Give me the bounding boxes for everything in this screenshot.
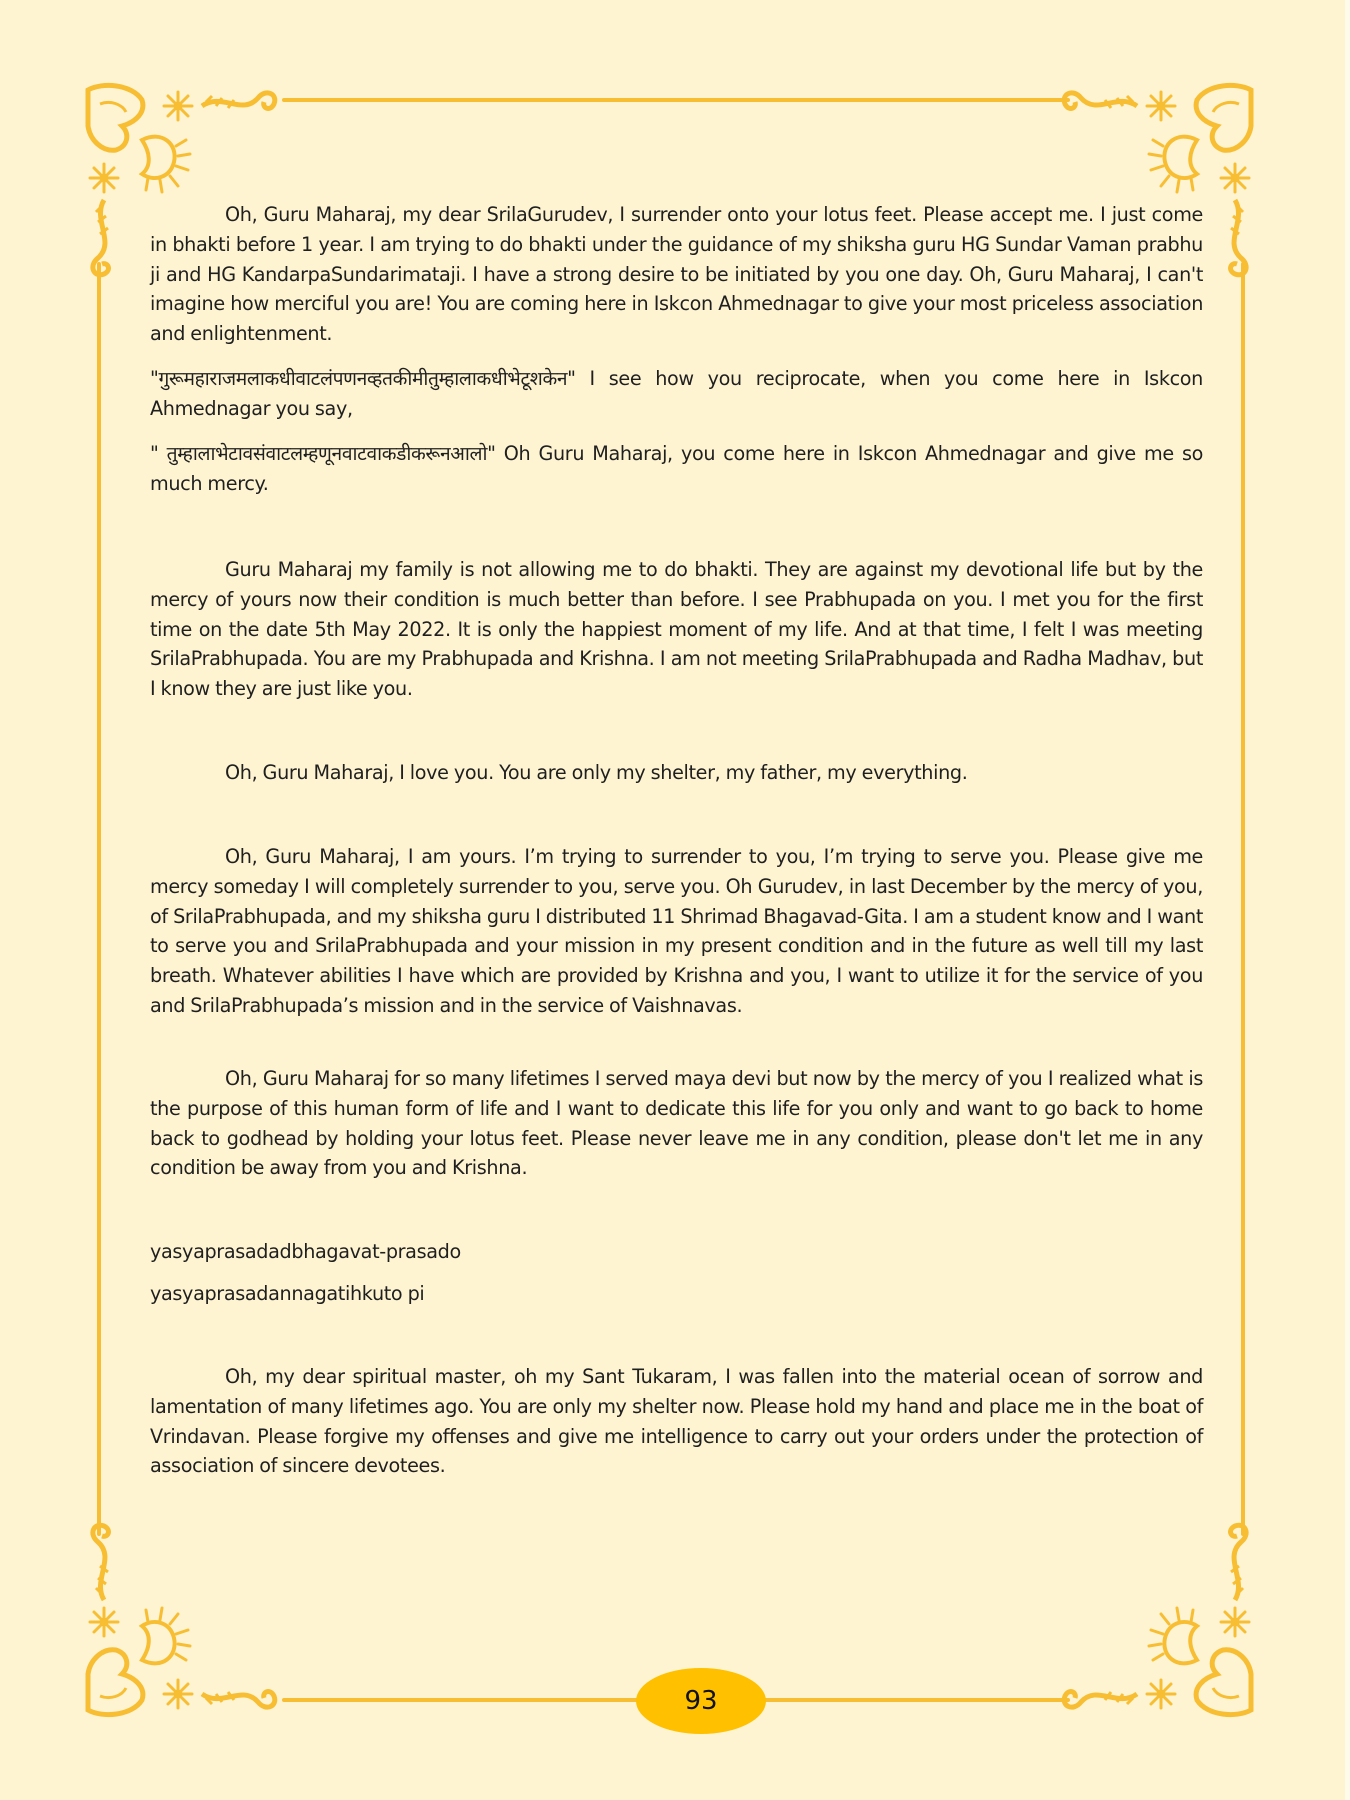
paragraph-surrender: Oh, Guru Maharaj, my dear SrilaGurudev, I surrender onto your lotus feet. Please accept me. I just come in bhakti before 1 year. I am trying to do bhakti under the guidance of my shiksha guru HG Sundar Vaman prabhu ji and HG KandarpaSundarimataji. I have a strong desire to be initiated by you one day. Oh, Guru Maharaj, I can't imagine how merciful you are! You are coming here in Iskcon Ahmednagar to give your most priceless association and enlightenment.	[150, 203, 1203, 346]
paragraph-text: Oh Guru Maharaj, you come here in Iskcon Ahmednagar and give me so much mercy.	[150, 442, 1203, 495]
frame-top-line	[282, 98, 1070, 102]
paragraph-family: Guru Maharaj my family is not allowing me to do bhakti. They are against my devotional life but by the mercy of yours now their condition is much better than before. I see Prabhupada on you. I met you for the first time on the date 5th May 2022. It is only the happiest moment of my life. And at that time, I felt I was meeting SrilaPrabhupada. You are my Prabhupada and Krishna. I am not meeting SrilaPrabhupada and Radha Madhav, but I know they are just like you.	[150, 558, 1203, 701]
corner-ornament-bottom-left	[82, 1518, 282, 1718]
verse-line-2: yasyaprasadannagatihkuto pi	[150, 1282, 425, 1305]
paragraph-marathi-quote-2	[150, 439, 1203, 499]
marathi-quote: "गुरूमहाराजमलाकधीवाटलंपणनव्हतकीमीतुम्हालाकधीभेटूशकेन"	[150, 367, 576, 390]
paragraph-marathi-quote-1	[150, 364, 1203, 424]
paragraph-service: Oh, Guru Maharaj, I am yours. I’m trying to surrender to you, I’m trying to serve you. Please give me mercy someday I will completely surrender to you, serve you. Oh Gurudev, in last December by the mercy of you, of SrilaPrabhupada, and my shiksha guru I distributed 11 Shrimad Bhagavad-Gita. I am a student know and I want to serve you and SrilaPrabhupada and your mission in my present condition and in the future as well till my last breath. Whatever abilities I have which are provided by Krishna and you, I want to utilize it for the service of you and SrilaPrabhupada’s mission and in the service of Vaishnavas.	[150, 845, 1203, 1017]
marathi-quote: " तुम्हालाभेटावसंवाटलम्हणूनवाटवाकडीकरूनआलो"	[150, 442, 496, 465]
page-number: 93	[684, 1686, 718, 1716]
paragraph-lifetimes: Oh, Guru Maharaj for so many lifetimes I served maya devi but now by the mercy of you I realized what is the purpose of this human form of life and I want to dedicate this life for you only and want to go back to home back to godhead by holding your lotus feet. Please never leave me in any condition, please don't let me in any condition be away from you and Krishna.	[150, 1067, 1203, 1180]
paragraph-love: Oh, Guru Maharaj, I love you. You are only my shelter, my father, my everything.	[225, 761, 968, 784]
paragraph-text: I see how you reciprocate, when you come here in Iskcon Ahmednagar you say,	[150, 367, 1203, 420]
frame-right-line	[1241, 262, 1245, 1536]
paragraph-spiritual-master: Oh, my dear spiritual master, oh my Sant Tukaram, I was fallen into the material ocean of sorrow and lamentation of many lifetimes ago. You are only my shelter now. Please hold my hand and place me in the boat of Vrindavan. Please forgive my offenses and give me intelligence to carry out your orders under the protection of association of sincere devotees.	[150, 1365, 1203, 1478]
frame-left-line	[97, 262, 101, 1536]
floral-ornament-icon	[82, 1518, 282, 1718]
corner-ornament-bottom-right	[1057, 1518, 1257, 1718]
page-edge	[1345, 0, 1350, 1800]
floral-ornament-icon	[1057, 1518, 1257, 1718]
verse-line-1: yasyaprasadadbhagavat-prasado	[150, 1240, 461, 1263]
page-number-badge	[636, 1668, 766, 1734]
